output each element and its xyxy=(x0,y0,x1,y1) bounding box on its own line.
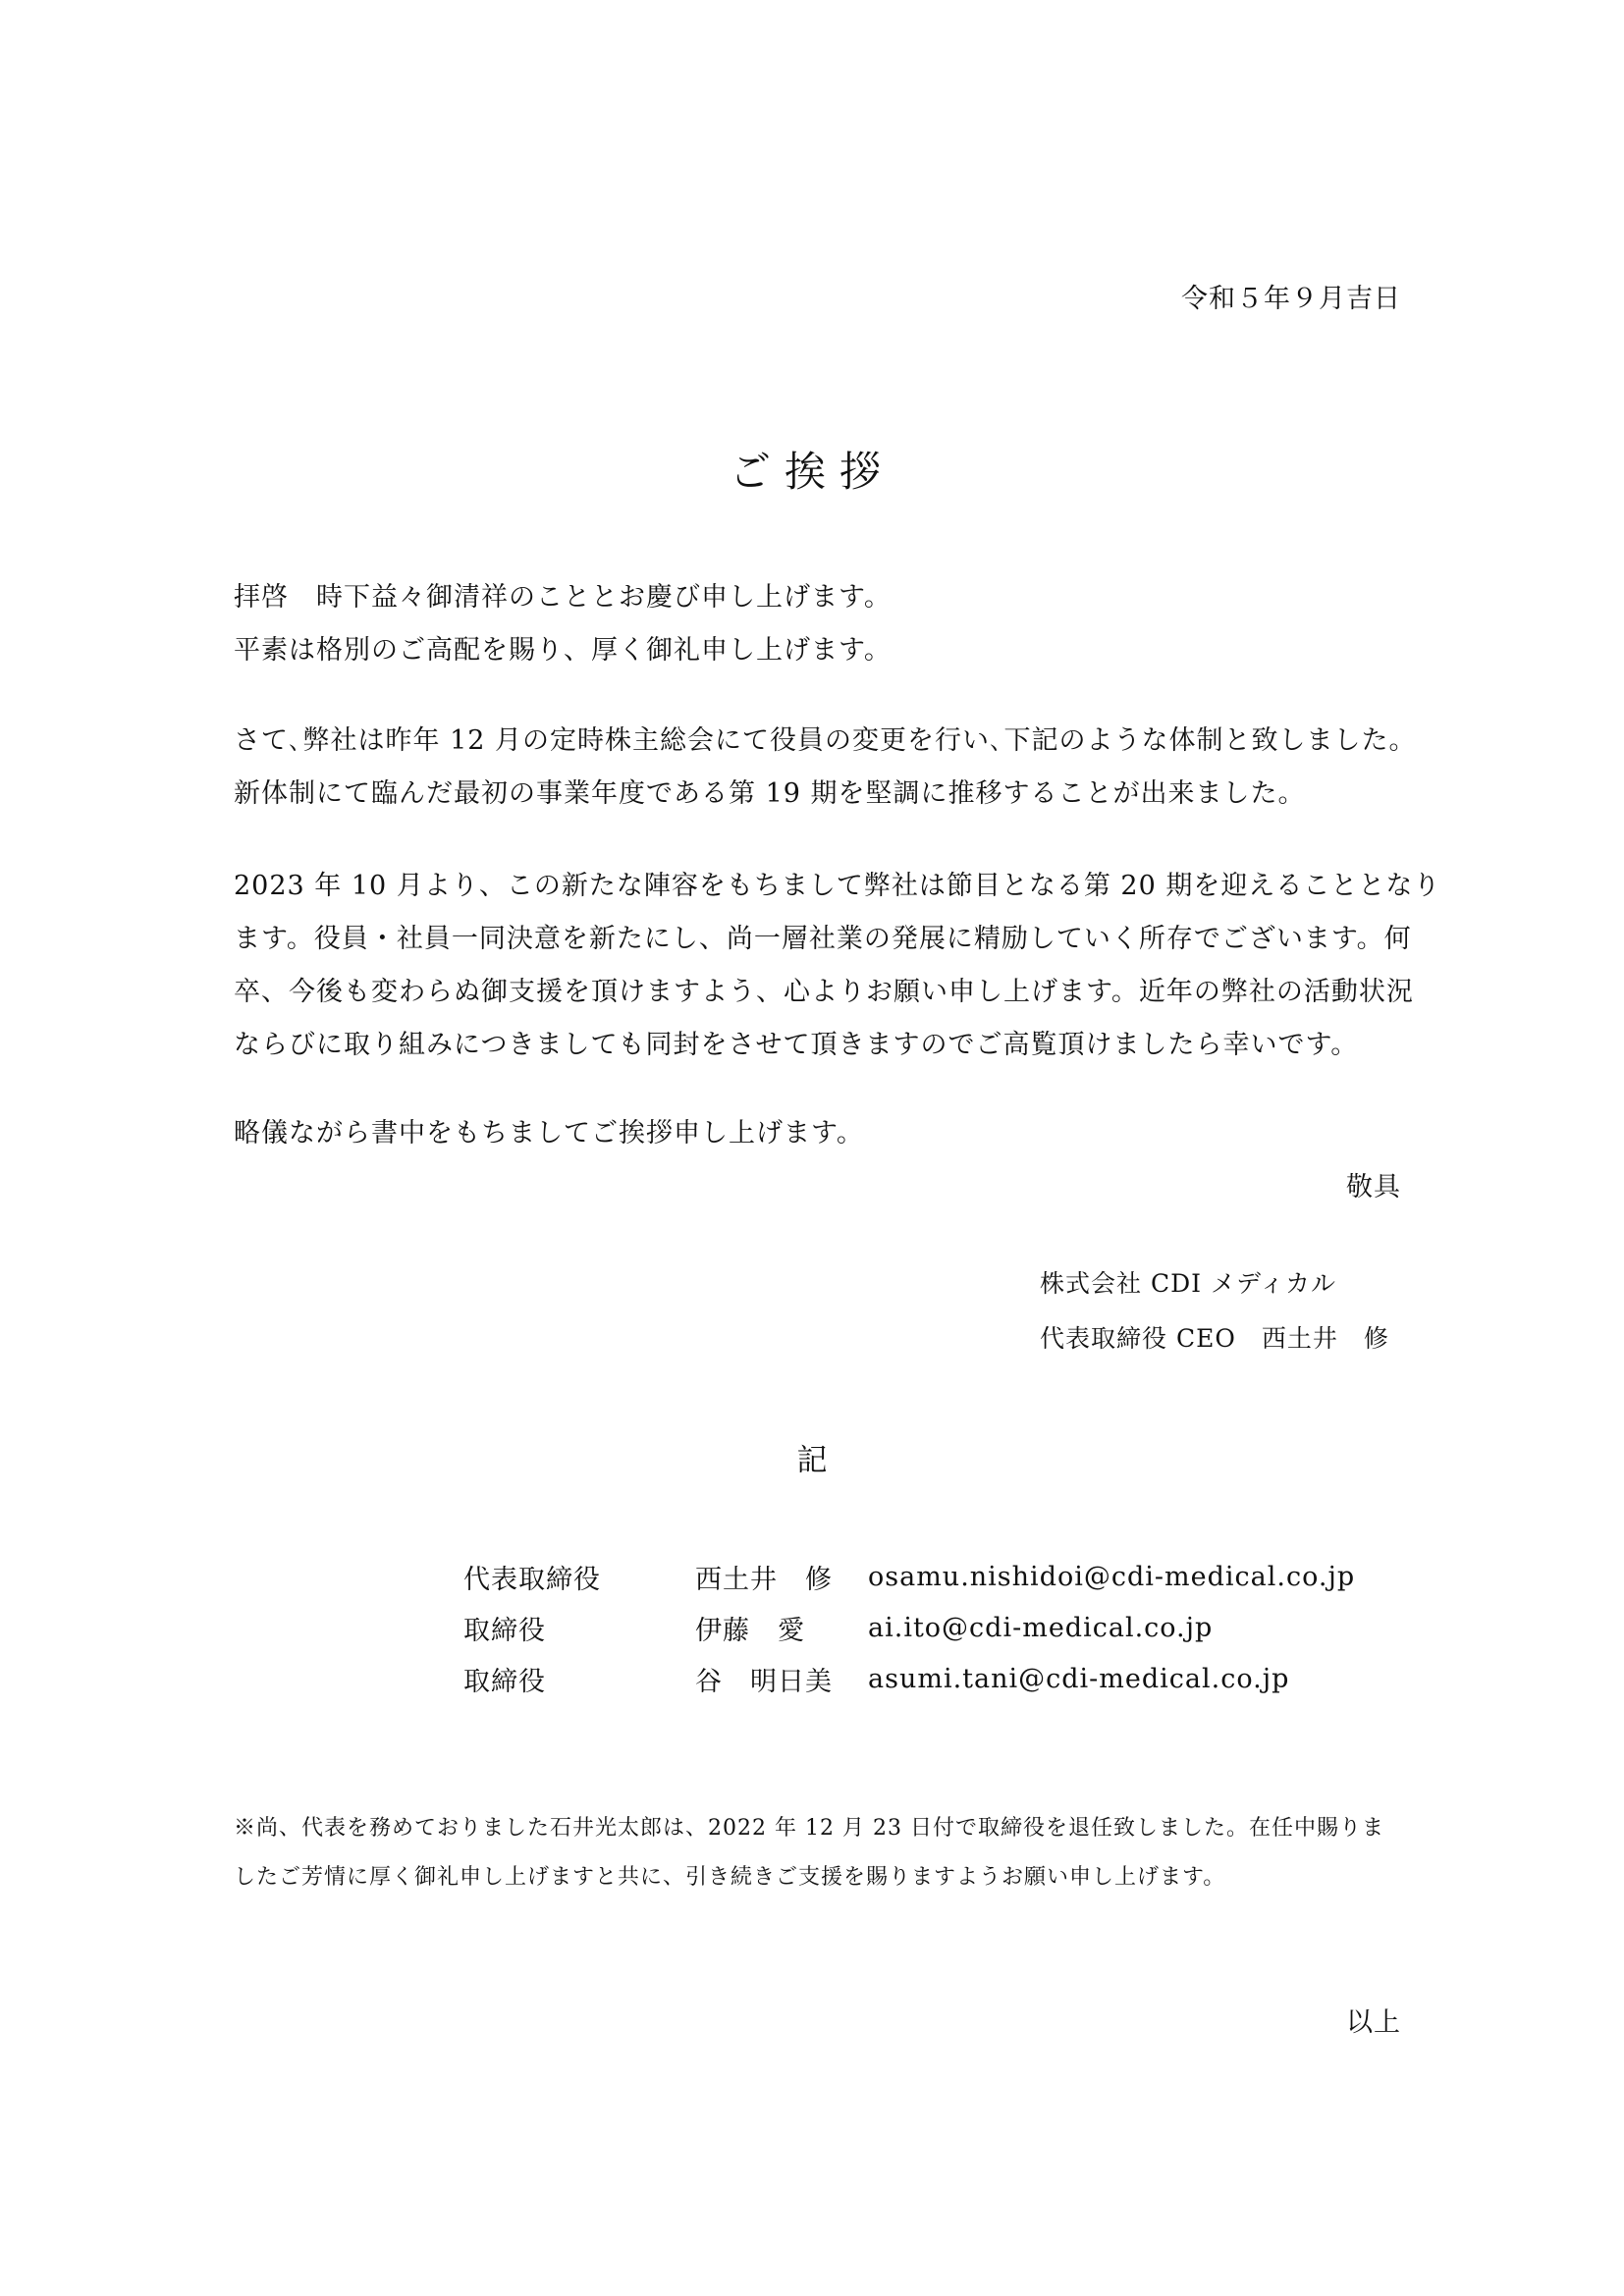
end-mark: 以上 xyxy=(1346,2007,1401,2038)
signature-block xyxy=(1040,1256,1389,1366)
officer-name: 西土井 修 xyxy=(695,1564,833,1595)
text-line: 卒、今後も変わらぬ御支援を頂けますよう、心よりお願い申し上げます。近年の弊社の活動状況 xyxy=(234,977,1414,1007)
text-line: 2023 年 10 月より、この新たな陣容をもちまして弊社は節目となる第 20 期を迎えることとなり xyxy=(234,871,1441,901)
officer-email: osamu.nishidoi@cdi-medical.co.jp xyxy=(868,1561,1356,1592)
officer-row xyxy=(463,1602,1355,1653)
company-name: 株式会社 CDI メディカル xyxy=(1040,1269,1336,1298)
text-line: したご芳情に厚く御礼申し上げますと共に、引き続きご支援を賜りますようお願い申し上げます。 xyxy=(234,1865,1226,1890)
text-line: ならびに取り組みにつきましても同封をさせて頂きますのでご高覧頂けましたら幸いです。 xyxy=(234,1030,1359,1060)
text-line: 略儀ながら書中をもちましてご挨拶申し上げます。 xyxy=(234,1118,864,1148)
closing-word: 敬具 xyxy=(1346,1172,1401,1202)
text-line: さて､弊社は昨年 12 月の定時株主総会にて役員の変更を行い､下記のような体制と致しました。 xyxy=(234,725,1417,756)
greeting-paragraph xyxy=(234,571,892,677)
officer-role: 取締役 xyxy=(463,1615,546,1646)
text-line: ます。役員・社員一同決意を新たにし、尚一層社業の発展に精励していく所存でございます。何 xyxy=(234,924,1412,954)
organization-change-paragraph xyxy=(234,715,1417,821)
letter-title: ご挨拶 xyxy=(729,448,894,496)
text-line: ※尚、代表を務めておりました石井光太郎は、2022 年 12 月 23 日付で取締役を退任致しました。在任中賜りま xyxy=(234,1816,1384,1841)
officer-email: ai.ito@cdi-medical.co.jp xyxy=(868,1612,1214,1643)
closing-paragraph xyxy=(234,1107,864,1160)
text-line: 平素は格別のご高配を賜り、厚く御礼申し上げます。 xyxy=(234,635,892,666)
officer-list xyxy=(463,1551,1355,1704)
text-line: 拝啓 時下益々御清祥のこととお慶び申し上げます。 xyxy=(234,582,892,613)
retirement-note xyxy=(234,1804,1384,1902)
text-line: 新体制にて臨んだ最初の事業年度である第 19 期を堅調に推移することが出来ました。 xyxy=(234,778,1306,809)
officer-row xyxy=(463,1551,1355,1602)
officer-name: 谷 明日美 xyxy=(695,1666,833,1697)
officer-role: 取締役 xyxy=(463,1666,546,1697)
new-term-paragraph xyxy=(234,860,1440,1072)
officer-email: asumi.tani@cdi-medical.co.jp xyxy=(868,1663,1290,1694)
representative-name: 代表取締役 CEO 西土井 修 xyxy=(1040,1324,1389,1353)
ki-heading: 記 xyxy=(796,1443,828,1478)
letter-date: 令和５年９月吉日 xyxy=(1181,284,1401,314)
officer-name: 伊藤 愛 xyxy=(695,1615,805,1646)
officer-role: 代表取締役 xyxy=(463,1564,601,1595)
officer-row xyxy=(463,1653,1355,1704)
